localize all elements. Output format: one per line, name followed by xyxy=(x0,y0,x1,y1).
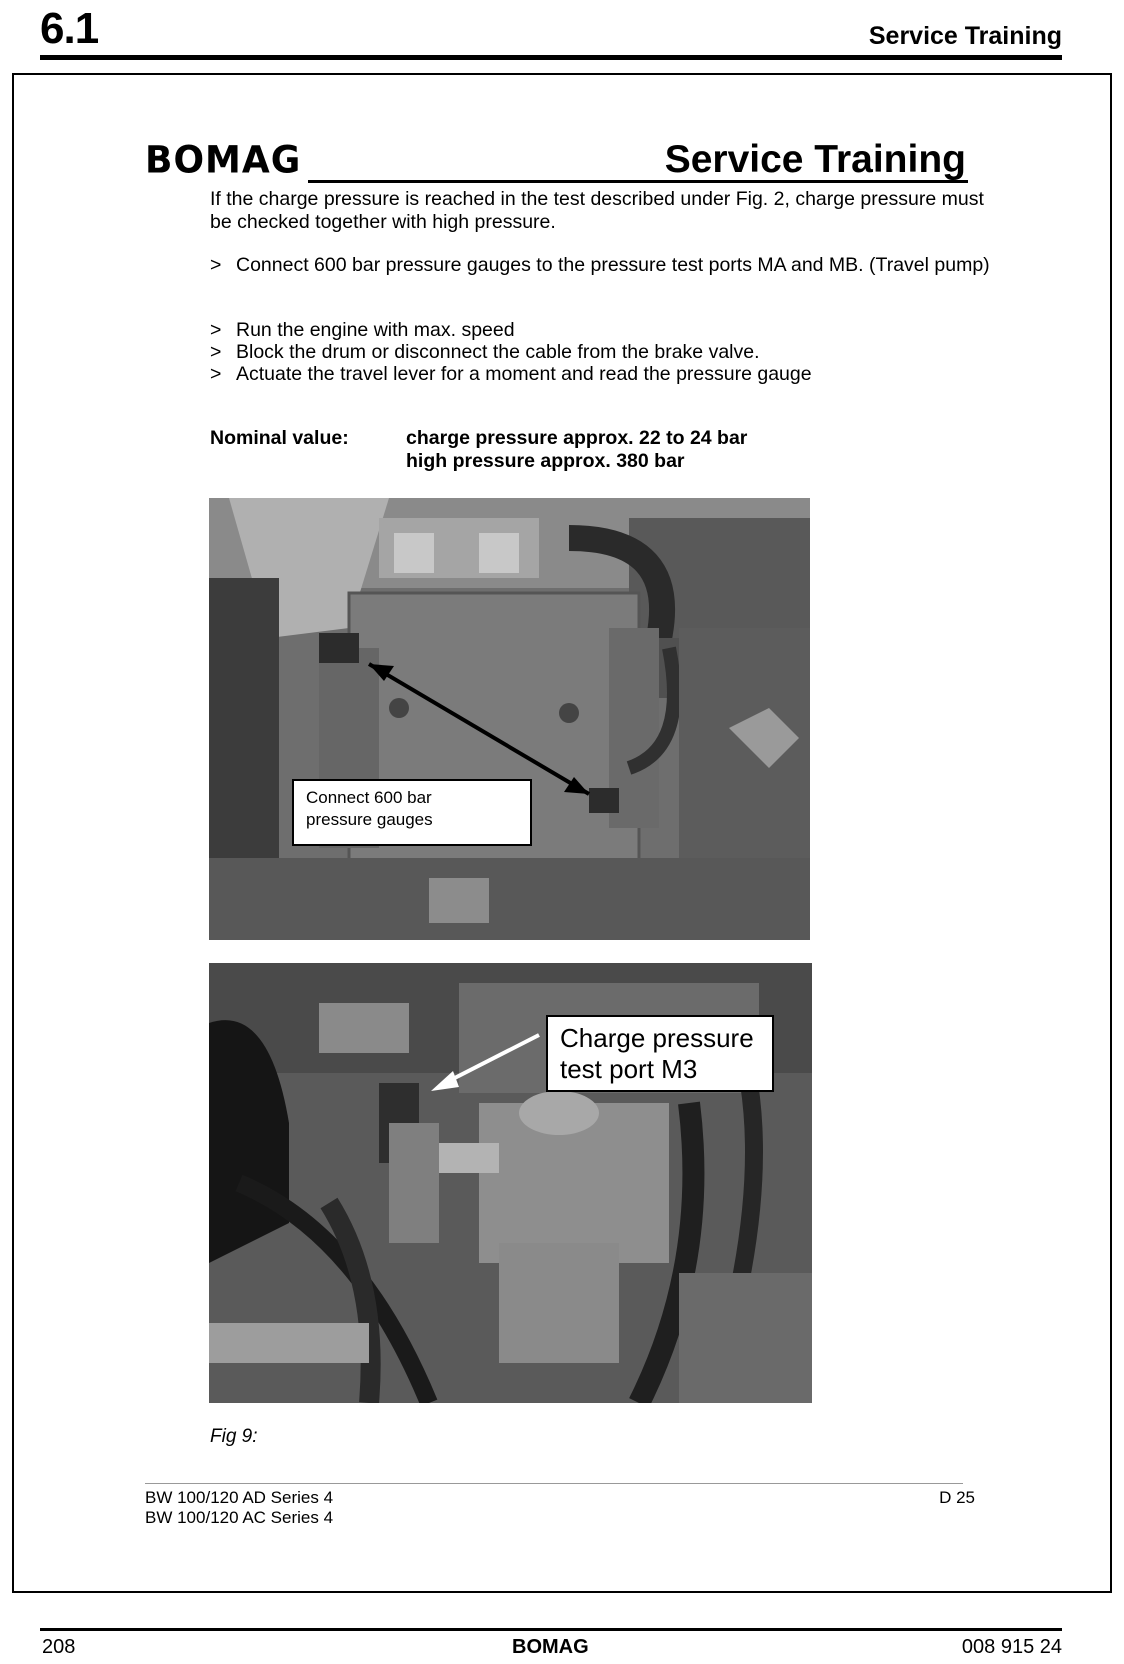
step-item xyxy=(210,319,990,342)
footer-rule xyxy=(40,1628,1062,1631)
model-line: BW 100/120 AD Series 4 xyxy=(145,1488,334,1507)
step-marker: > xyxy=(210,363,222,385)
filter-callout xyxy=(546,1015,774,1092)
pump-photo-drawing xyxy=(209,498,810,940)
pump-callout-line: Connect 600 bar xyxy=(306,788,432,807)
intro-paragraph: If the charge pressure is reached in the test described under Fig. 2, charge pressure must be checked together with high pressure. xyxy=(210,188,984,233)
pump-photo xyxy=(209,498,810,940)
step-text: Connect 600 bar pressure gauges to the pressure test ports MA and MB. (Travel pump) xyxy=(236,254,990,276)
step-item xyxy=(210,363,990,386)
header-rule xyxy=(40,55,1062,60)
inner-footer-code: D 25 xyxy=(939,1488,975,1507)
nominal-high-value: high pressure approx. 380 bar xyxy=(406,450,685,472)
header-title: Service Training xyxy=(868,22,1062,50)
nominal-charge-value: charge pressure approx. 22 to 24 bar xyxy=(406,427,748,449)
pump-callout-line: pressure gauges xyxy=(306,810,433,829)
inner-footer-rule xyxy=(145,1483,963,1484)
step-marker: > xyxy=(210,254,222,276)
model-line: BW 100/120 AC Series 4 xyxy=(145,1508,334,1527)
doc-number: 008 915 24 xyxy=(961,1636,1062,1658)
filter-callout-line: Charge pressure xyxy=(560,1023,754,1053)
figure-label: Fig 9: xyxy=(210,1426,258,1447)
page-number: 208 xyxy=(42,1636,76,1658)
filter-callout-line: test port M3 xyxy=(560,1054,698,1084)
step-text: Actuate the travel lever for a moment and read the pressure gauge xyxy=(236,363,812,385)
pump-callout xyxy=(292,779,532,846)
inner-title: Service Training xyxy=(664,138,966,181)
step-text: Block the drum or disconnect the cable from the brake valve. xyxy=(236,341,760,363)
nominal-label: Nominal value: xyxy=(210,427,349,449)
bomag-logo: BOMAG xyxy=(145,138,302,183)
step-item xyxy=(210,254,990,277)
step-marker: > xyxy=(210,341,222,363)
footer-brand: BOMAG xyxy=(512,1636,589,1658)
step-text: Run the engine with max. speed xyxy=(236,319,515,341)
step-item xyxy=(210,341,990,364)
section-number: 6.1 xyxy=(40,4,99,53)
step-marker: > xyxy=(210,319,222,341)
